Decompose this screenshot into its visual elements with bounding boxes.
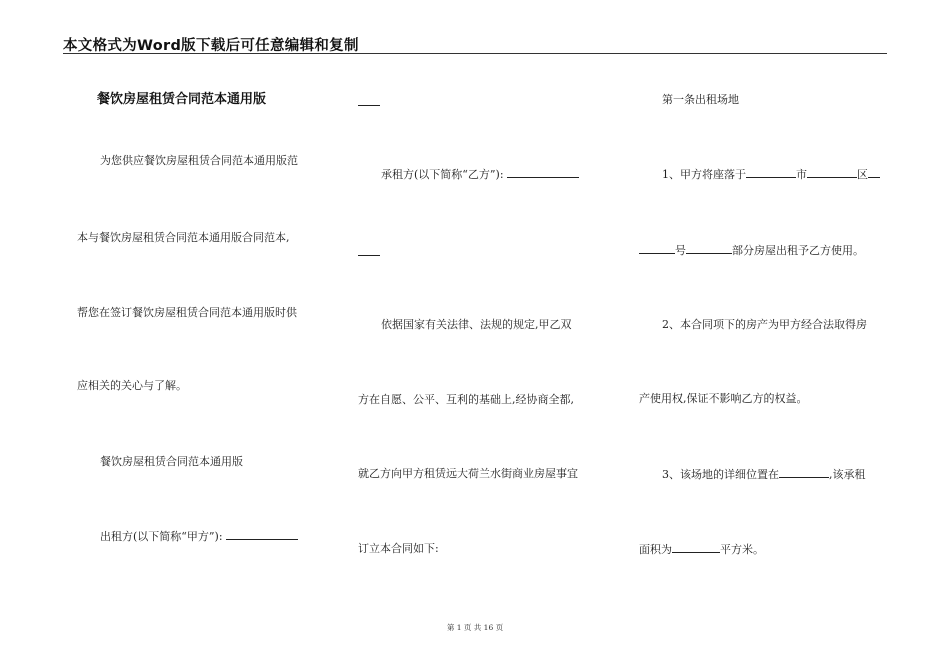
basis-line-3: 就乙方向甲方租赁远大荷兰水街商业房屋事宜 bbox=[358, 467, 578, 480]
intro-line-1: 为您供应餐饮房屋租赁合同范本通用版范 bbox=[100, 154, 298, 167]
item-3-line-2 bbox=[639, 542, 764, 557]
basis-line-1: 依据国家有关法律、法规的规定,甲乙双 bbox=[381, 318, 572, 331]
number-label: 号 bbox=[675, 244, 686, 257]
item-1-line-2 bbox=[639, 243, 864, 258]
intro-line-2: 本与餐饮房屋租赁合同范本通用版合同范本, bbox=[77, 231, 290, 244]
continuation-blank-mid bbox=[358, 245, 380, 260]
continuation-blank-top bbox=[358, 95, 380, 110]
item-3-text-end: ,该承租 bbox=[829, 468, 866, 481]
contract-subtitle: 餐饮房屋租赁合同范本通用版 bbox=[100, 455, 243, 468]
lessee-line bbox=[381, 167, 579, 182]
area-label: 面积为 bbox=[639, 543, 672, 556]
district-blank bbox=[807, 167, 857, 178]
blank bbox=[868, 167, 880, 178]
area-unit: 平方米。 bbox=[720, 543, 764, 556]
lessor-blank bbox=[226, 529, 298, 540]
intro-line-3: 帮您在签订餐饮房屋租赁合同范本通用版时供 bbox=[77, 306, 297, 319]
item-1-line-1 bbox=[662, 167, 880, 182]
header-divider bbox=[63, 53, 887, 54]
blank bbox=[358, 245, 380, 256]
section-blank bbox=[686, 243, 732, 254]
basis-line-4: 订立本合同如下: bbox=[358, 542, 439, 555]
item-3-line-1 bbox=[662, 467, 866, 482]
city-label: 市 bbox=[796, 168, 807, 181]
district-label: 区 bbox=[857, 168, 868, 181]
page-number: 第 1 页 共 16 页 bbox=[446, 623, 504, 632]
lessee-label: 承租方(以下简称“乙方”): bbox=[381, 168, 504, 181]
article-1-heading: 第一条出租场地 bbox=[662, 93, 739, 106]
item-2-line-1: 2、本合同项下的房产为甲方经合法取得房 bbox=[662, 318, 867, 331]
lessor-label: 出租方(以下简称“甲方”): bbox=[100, 530, 223, 543]
item-2-line-2: 产使用权,保证不影响乙方的权益。 bbox=[639, 392, 808, 405]
item-1-text: 1、甲方将座落于 bbox=[662, 168, 746, 181]
item-3-text: 3、该场地的详细位置在 bbox=[662, 468, 779, 481]
document-title: 餐饮房屋租赁合同范本通用版 bbox=[97, 92, 267, 107]
lessor-line bbox=[100, 529, 298, 544]
area-blank bbox=[672, 542, 720, 553]
city-blank bbox=[746, 167, 796, 178]
basis-line-2: 方在自愿、公平、互利的基础上,经协商全都, bbox=[358, 393, 574, 406]
document-header: 本文格式为Word版下载后可任意编辑和复制 bbox=[63, 38, 359, 54]
intro-line-4: 应相关的关心与了解。 bbox=[77, 379, 187, 392]
item-1-rest: 部分房屋出租予乙方使用。 bbox=[732, 244, 864, 257]
location-blank bbox=[779, 467, 829, 478]
lessee-blank bbox=[507, 167, 579, 178]
blank bbox=[358, 95, 380, 106]
number-blank bbox=[639, 243, 675, 254]
